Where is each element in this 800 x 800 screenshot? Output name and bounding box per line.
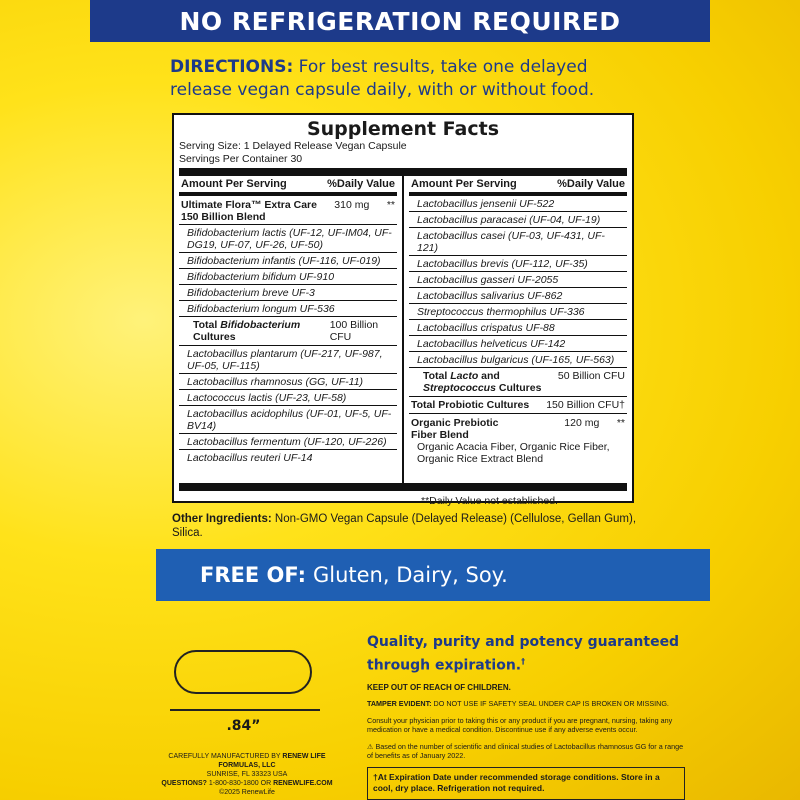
tamper-evident-warning: TAMPER EVIDENT: DO NOT USE IF SAFETY SEAL UNDER CAP IS BROKEN OR MISSING. <box>367 699 669 708</box>
facts-columns <box>179 176 627 491</box>
directions-text: For best results, take one delayed release vegan capsule daily, with or without food. <box>170 57 595 100</box>
free-of-label: FREE OF: <box>200 563 306 587</box>
prebiotic-name-line2: Fiber Blend <box>411 429 469 441</box>
prebiotic-row <box>409 414 627 429</box>
strain-row: Lactobacillus jensenii UF-522 <box>409 196 627 212</box>
strain-row: Lactobacillus helveticus UF-142 <box>409 336 627 352</box>
strain-row: Lactobacillus salivarius UF-862 <box>409 288 627 304</box>
blend-subtitle: 150 Billion Blend <box>179 211 397 225</box>
strain-row: Bifidobacterium infantis (UF-116, UF-019) <box>179 253 397 269</box>
strain-row: Lactobacillus plantarum (UF-217, UF-987, UF-05, UF-115) <box>179 346 397 374</box>
daily-value-header: %Daily Value <box>327 178 395 190</box>
strain-row: Lactobacillus reuteri UF-14 <box>187 451 313 464</box>
right-strain-list <box>409 196 627 368</box>
total-probiotic-value: 150 Billion CFU† <box>546 399 625 411</box>
strain-row: Lactobacillus fermentum (UF-120, UF-226) <box>179 434 397 450</box>
total-lacto-value: 50 Billion CFU <box>557 370 625 382</box>
facts-divider <box>179 168 627 176</box>
other-ingredients-text: Non-GMO Vegan Capsule (Delayed Release) (Cellulose, Gellan Gum), Silica. <box>172 513 637 539</box>
prebiotic-amount: 120 mg <box>564 417 600 429</box>
daily-value-header: %Daily Value <box>557 178 625 190</box>
expiration-note: †At Expiration Date under recommended storage conditions. Store in a cool, dry place. Refrigeration not required. <box>367 767 685 800</box>
dv-footnote: **Daily Value not established. <box>421 495 558 507</box>
capsule-outline-icon <box>174 650 312 694</box>
amount-per-serving-header: Amount Per Serving <box>411 178 517 190</box>
consult-physician-warning: Consult your physician prior to taking this or any product if you are pregnant, nursing, taking any medication or have a medical condition. Discontinue use if any adverse events occur. <box>367 716 673 734</box>
manufacturer-info: CAREFULLY MANUFACTURED BY RENEW LIFE FORMULAS, LLC SUNRISE, FL 33323 USA QUESTIONS? 1-800-830-1800 OR RENEWLIFE.COM ©2025 RenewLife <box>161 753 333 796</box>
left-column-header <box>179 176 397 196</box>
strain-row: Lactobacillus acidophilus (UF-01, UF-5, UF-BV14) <box>179 406 397 434</box>
right-bottom-bar <box>404 483 627 491</box>
quality-guarantee: Quality, purity and potency guaranteed through expiration.† <box>367 634 680 674</box>
strain-row: Lactobacillus rhamnosus (GG, UF-11) <box>179 374 397 390</box>
strain-row: Lactobacillus bulgaricus (UF-165, UF-563) <box>409 352 627 368</box>
free-of-banner <box>156 549 710 601</box>
strain-row: Bifidobacterium longum UF-536 <box>179 301 397 317</box>
other-ingredients <box>172 512 652 540</box>
blend-dv: ** <box>386 199 395 211</box>
strain-row: Bifidobacterium breve UF-3 <box>179 285 397 301</box>
total-probiotic-label: Total Probiotic Cultures <box>411 399 530 411</box>
no-refrigeration-banner: NO REFRIGERATION REQUIRED <box>90 0 710 42</box>
strain-row: Lactobacillus brevis (UF-112, UF-35) <box>409 256 627 272</box>
facts-right-column <box>404 176 627 491</box>
keep-out-warning: KEEP OUT OF REACH OF CHILDREN. <box>367 683 511 692</box>
capsule-size: .84” <box>226 718 261 734</box>
prebiotic-name: Organic Prebiotic <box>411 417 499 429</box>
left-bottom-bar <box>179 483 402 491</box>
total-probiotic-row <box>409 397 627 414</box>
supplement-facts-panel <box>172 113 634 507</box>
blend-name: Ultimate Flora™ Extra Care <box>181 199 317 211</box>
strain-row: Lactobacillus gasseri UF-2055 <box>409 272 627 288</box>
total-bifido-row: Total Bifidobacterium Cultures 100 Billion CFU <box>179 317 397 346</box>
blend-amount <box>334 199 395 211</box>
free-of-text: Gluten, Dairy, Soy. <box>312 563 508 587</box>
strain-row: Lactobacillus crispatus UF-88 <box>409 320 627 336</box>
serving-size: Serving Size: 1 Delayed Release Vegan Capsule <box>179 140 407 152</box>
left-strain-list-1 <box>179 225 397 317</box>
blend-mg: 310 mg <box>334 199 370 211</box>
other-ingredients-label: Other Ingredients: <box>172 513 272 525</box>
strain-row: Streptococcus thermophilus UF-336 <box>409 304 627 320</box>
blend-row <box>179 196 397 211</box>
prebiotic-ingredients: Organic Acacia Fiber, Organic Rice Fiber, Organic Rice Extract Blend <box>417 441 610 465</box>
based-on-note: ⚠ Based on the number of scientific and clinical studies of Lactobacillus rhamnosus GG for a range of benefits as of January 2022. <box>367 742 684 760</box>
strain-row: Bifidobacterium lactis (UF-12, UF-IM04, UF-DG19, UF-07, UF-26, UF-50) <box>179 225 397 253</box>
amount-per-serving-header: Amount Per Serving <box>181 178 287 190</box>
facts-left-column <box>179 176 404 491</box>
prebiotic-dv: ** <box>616 417 625 429</box>
strain-row: Lactobacillus paracasei (UF-04, UF-19) <box>409 212 627 228</box>
left-strain-list-2 <box>179 346 397 465</box>
supplement-facts-title: Supplement Facts <box>306 118 500 140</box>
directions-label: DIRECTIONS: <box>170 57 294 77</box>
servings-per-container: Servings Per Container 30 <box>179 153 303 165</box>
capsule-size-line <box>170 709 320 711</box>
directions <box>170 56 650 102</box>
right-column-header <box>409 176 627 196</box>
strain-row: Lactococcus lactis (UF-23, UF-58) <box>179 390 397 406</box>
strain-row: Bifidobacterium bifidum UF-910 <box>179 269 397 285</box>
total-bifido-value: 100 Billion CFU <box>329 319 379 343</box>
total-lacto-row: Total Lacto and Streptococcus Cultures 50 Billion CFU <box>409 368 627 397</box>
strain-row: Lactobacillus casei (UF-03, UF-431, UF-121) <box>409 228 627 256</box>
